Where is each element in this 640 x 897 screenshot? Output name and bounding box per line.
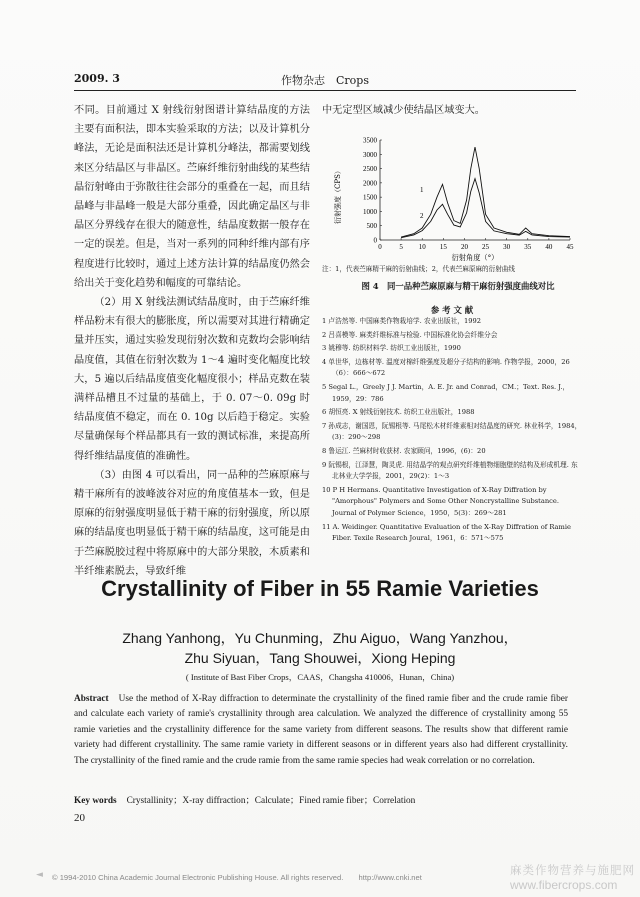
- journal-name: 作物杂志 Crops: [281, 74, 369, 87]
- header-rule: [74, 90, 576, 91]
- reference-item: 5 Segal L.，Greely J J. Martin，A. E. Jr. and Conrad，CM.；Text. Res. J.，1959，29：786: [322, 382, 570, 403]
- chart-axes: [380, 140, 570, 240]
- y-tick-label: 3500: [363, 136, 377, 145]
- y-tick-label: 2000: [363, 179, 377, 188]
- y-tick-label: 2500: [363, 165, 377, 174]
- curve-label-1: 1: [420, 186, 424, 194]
- reference-item: 2 吕喜模等. 麻类纤维标准与检验. 中国标准化协会纤维分会: [322, 330, 498, 339]
- right-column-text: [322, 101, 582, 120]
- paragraph-continuation: 中无定型区域减少使结晶区域变大。: [322, 105, 485, 116]
- keywords-label: Key words: [74, 796, 117, 806]
- x-tick-label: 30: [503, 243, 511, 251]
- paragraph: 不同。目前通过 X 射线衍射图谱计算结晶度的方法主要有面积法，即本实验采取的方法；以及计算机分峰法，无论是面积法还是计算机分峰法，都需要划线来区分结晶区与非晶区。苎麻纤维衍射曲线的某些结晶衍射峰由于弥散往往会部分的重叠在一起，而且结晶峰与非晶峰一般是大部分重叠，因此确定晶区与非晶区分界线存在很大的随意性，结晶度数据一般存在一定的误差。但是，当对一系列的同种纤维内部有序程度进行比较时，通过上述方法计算的结晶度仍然会给出关于变化趋势和幅度的可靠结论。: [74, 105, 310, 289]
- chart-lines: [401, 147, 570, 238]
- authors: [110, 628, 530, 668]
- reference-item: 3 姚穆等. 纺织材料学. 纺织工业出版社，1990: [322, 344, 461, 353]
- x-tick-label: 5: [399, 243, 403, 251]
- abstract: [74, 692, 568, 769]
- x-tick-label: 0: [378, 243, 382, 251]
- reference-item: 4 单世华，边栋材等. 温度对棉纤维强度及超分子结构的影响. 作物学报，2000，26（6）：666～672: [322, 357, 570, 378]
- english-title: Crystallinity of Fiber in 55 Ramie Varieties: [101, 576, 539, 601]
- x-tick-label: 35: [524, 243, 532, 251]
- chart-ticks: [363, 137, 574, 252]
- reference-item: 6 胡恒亮. X 射线衍射技术. 纺织工业出版社，1988: [322, 408, 475, 417]
- figure-note: 注：1，代表苎麻精干麻的衍射曲线；2，代表苎麻原麻的衍射曲线: [322, 265, 516, 273]
- x-tick-label: 10: [418, 243, 426, 251]
- reference-item: 1 卢浩然等. 中国麻类作物栽培学. 农业出版社，1992: [322, 317, 481, 325]
- references-title: 参 考 文 献: [430, 305, 474, 315]
- issue-number: 2009. 3: [74, 72, 120, 85]
- figure-caption: 图 4 同一品种苎麻原麻与精干麻衍射强度曲线对比: [361, 281, 555, 291]
- series-line-2: [401, 179, 570, 238]
- watermark-url: www.fibercrops.com: [510, 878, 618, 892]
- reference-item: 11 A. Weidinger. Quantitative Evaluation of the X-Ray Diffration of Ramie Fiber. Texile Research Joural，1961，6：571～575: [322, 522, 571, 543]
- x-axis-label: 衍射角度（°）: [451, 253, 499, 262]
- xrd-chart: [320, 132, 590, 262]
- x-tick-label: 45: [566, 243, 574, 251]
- y-tick-label: 1500: [363, 193, 377, 202]
- abstract-label: Abstract: [74, 694, 109, 704]
- y-tick-label: 3000: [363, 150, 377, 159]
- reference-item: 7 孙成志，谢国恩，阮锡根等. 马尾松木材纤维素相对结晶度的研究. 林业科学，1984，(3)：290～298: [322, 421, 582, 442]
- y-tick-label: 0: [373, 236, 377, 245]
- authors-line: Zhu Siyuan，Tang Shouwei，Xiong Heping: [184, 650, 456, 666]
- paragraph: （3）由图 4 可以看出，同一品种的苎麻原麻与精干麻所有的波峰波谷对应的角度值基本一致，但是原麻的衍射强度明显低于精干麻的衍射强度，所以原麻的结晶度也明显低于精干麻的结晶度，这可能是由于苎麻脱胶过程中将原麻中的大部分果胶，木质素和半纤维素脱去，导致纤维: [74, 469, 310, 577]
- left-column: [74, 101, 310, 581]
- authors-line: Zhang Yanhong，Yu Chunming，Zhu Aiguo，Wang Yanzhou，: [122, 630, 518, 646]
- arrow-icon: ◄: [36, 870, 43, 880]
- y-tick-label: 500: [366, 222, 377, 231]
- watermark-text: 麻类作物营养与施肥网: [510, 863, 635, 877]
- x-tick-label: 25: [482, 243, 490, 251]
- x-tick-label: 40: [545, 243, 553, 251]
- running-header: [74, 72, 576, 90]
- series-line-1: [401, 147, 570, 237]
- y-axis-label: 衍射强度（CPS）: [334, 167, 342, 224]
- affiliation: ( Institute of Bast Fiber Crops，CAAS，Changsha 410006，Hunan，China): [185, 672, 455, 682]
- abstract-text: Use the method of X-Ray diffraction to determinate the crystallinity of the fined ramie fiber and the crude ramie fiber and calculate each variety of ramie's crystallinity through area calculation. We analyzed the difference of crystallinity among 55 ramie varieties and the crystallinity difference for the same variety from different seasons. The results show that different ramie variety had different crystallinity. The same ramie variety in different seasons or in different years also had different crystallinity. The crystallinity of the fined ramie and the crude ramie from the same ramie species had weak correlation or no correlation.: [74, 694, 568, 766]
- keywords: [74, 792, 568, 806]
- copyright-footer: © 1994-2010 China Academic Journal Electronic Publishing House. All rights reserved. http://www.cnki.net: [52, 873, 422, 882]
- x-tick-label: 20: [460, 243, 468, 251]
- curve-label-2: 2: [420, 212, 424, 220]
- reference-item: 10 P H Hermans. Quantitative Investigation of X-Ray Diffration by "Amorphous" Polymers and Some Other Noncrystalline Substance. Journal of Polymer Science，1950，5(3)：269～281: [322, 485, 559, 517]
- x-tick-label: 15: [439, 243, 447, 251]
- reference-item: 8 鲁运江. 苎麻材时收获材. 农家顾问，1996，(6)：20: [322, 446, 486, 455]
- page-number: 20: [74, 812, 85, 824]
- y-tick-label: 1000: [363, 207, 377, 216]
- reference-item: 9 阮锡根，江泽慧，陶灵虎. 用结晶学的观点研究纤维植物细胞壁的结构及形成机理. 东北林业大学学报，2001，29(2)：1～3: [322, 460, 578, 481]
- keywords-text: Crystallinity；X-ray diffraction；Calculate；Fined ramie fiber；Correlation: [126, 796, 416, 806]
- references-list: [322, 316, 584, 547]
- paragraph: （2）用 X 射线法测试结晶度时，由于苎麻纤维样品粉末有很大的膨胀度，所以需要对其进行精确定量并压实，通过实验发现衍射次数和克数均会影响结晶度值，其值在衍射次数为 1～4 遍时变化幅度比较大，5 遍以后结晶度值变化幅度很小；样品克数在装满样品槽且不过量的基础上，于 0. 07～0. 09g 时结晶度值不稳定，而在 0. 10g 以后趋于稳定。实验尽量确保每个样品都具有一致的测试标准，来提高所得纤维结晶度值的准确性。: [74, 297, 310, 462]
